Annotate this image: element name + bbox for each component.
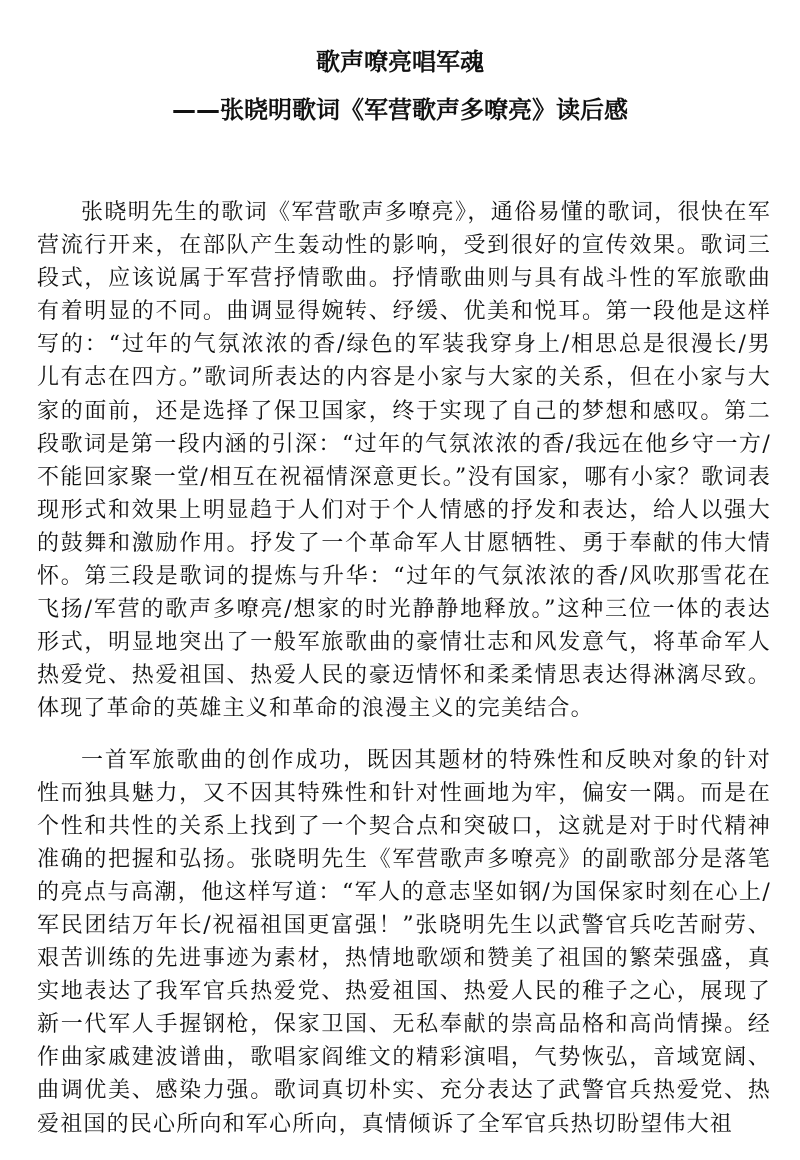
article-paragraph-1: 张晓明先生的歌词《军营歌声多嘹亮》，通俗易懂的歌词，很快在军营流行开来，在部队产生轰动性的影响，受到很好的宣传效果。歌词三段式，应该说属于军营抒情歌曲。抒情歌曲则与具有战斗性的军旅歌曲有着明显的不同。曲调显得婉转、纾缓、优美和悦耳。第一段他是这样写的：“过年的气氛浓浓的香/绿色的军装我穿身上/相思总是很漫长/男儿有志在四方。”歌词所表达的内容是小家与大家的关系，但在小家与大家的面前，还是选择了保卫国家，终于实现了自己的梦想和感叹。第二段歌词是第一段内涵的引深：“过年的气氛浓浓的香/我远在他乡守一方/不能回家聚一堂/相互在祝福情深意更长。”没有国家，哪有小家？歌词表现形式和效果上明显趋于人们对于个人情感的抒发和表达，给人以强大的鼓舞和激励作用。抒发了一个革命军人甘愿牺牲、勇于奉献的伟大情怀。第三段是歌词的提炼与升华：“过年的气氛浓浓的香/风吹那雪花在飞扬/军营的歌声多嘹亮/想家的时光静静地释放。”这种三位一体的表达形式，明显地突出了一般军旅歌曲的豪情壮志和风发意气，将革命军人热爱党、热爱祖国、热爱人民的豪迈情怀和柔柔情思表达得淋漓尽致。体现了革命的英雄主义和革命的浪漫主义的完美结合。 <box>37 200 771 722</box>
document-subtitle: ——张晓明歌词《军营歌声多嘹亮》读后感 <box>172 96 628 124</box>
article-body <box>37 196 771 1141</box>
document-title: 歌声嘹亮唱军魂 <box>316 48 484 76</box>
article-paragraph-2: 一首军旅歌曲的创作成功，既因其题材的特殊性和反映对象的针对性而独具魅力，又不因其特殊性和针对性画地为牢，偏安一隅。而是在个性和共性的关系上找到了一个契合点和突破口，这就是对于时代精神准确的把握和弘扬。张晓明先生《军营歌声多嘹亮》的副歌部分是落笔的亮点与高潮，他这样写道：“军人的意志坚如钢/为国保家时刻在心上/军民团结万年长/祝福祖国更富强！”张晓明先生以武警官兵吃苦耐劳、艰苦训练的先进事迹为素材，热情地歌颂和赞美了祖国的繁荣强盛，真实地表达了我军官兵热爱党、热爱祖国、热爱人民的稚子之心，展现了新一代军人手握钢枪，保家卫国、无私奉献的崇高品格和高尚情操。经作曲家戚建波谱曲，歌唱家阎维文的精彩演唱，气势恢弘，音域宽阔、曲调优美、感染力强。歌词真切朴实、充分表达了武警官兵热爱党、热爱祖国的民心所向和军心所向，真情倾诉了全军官兵热切盼望伟大祖 <box>37 747 771 1137</box>
